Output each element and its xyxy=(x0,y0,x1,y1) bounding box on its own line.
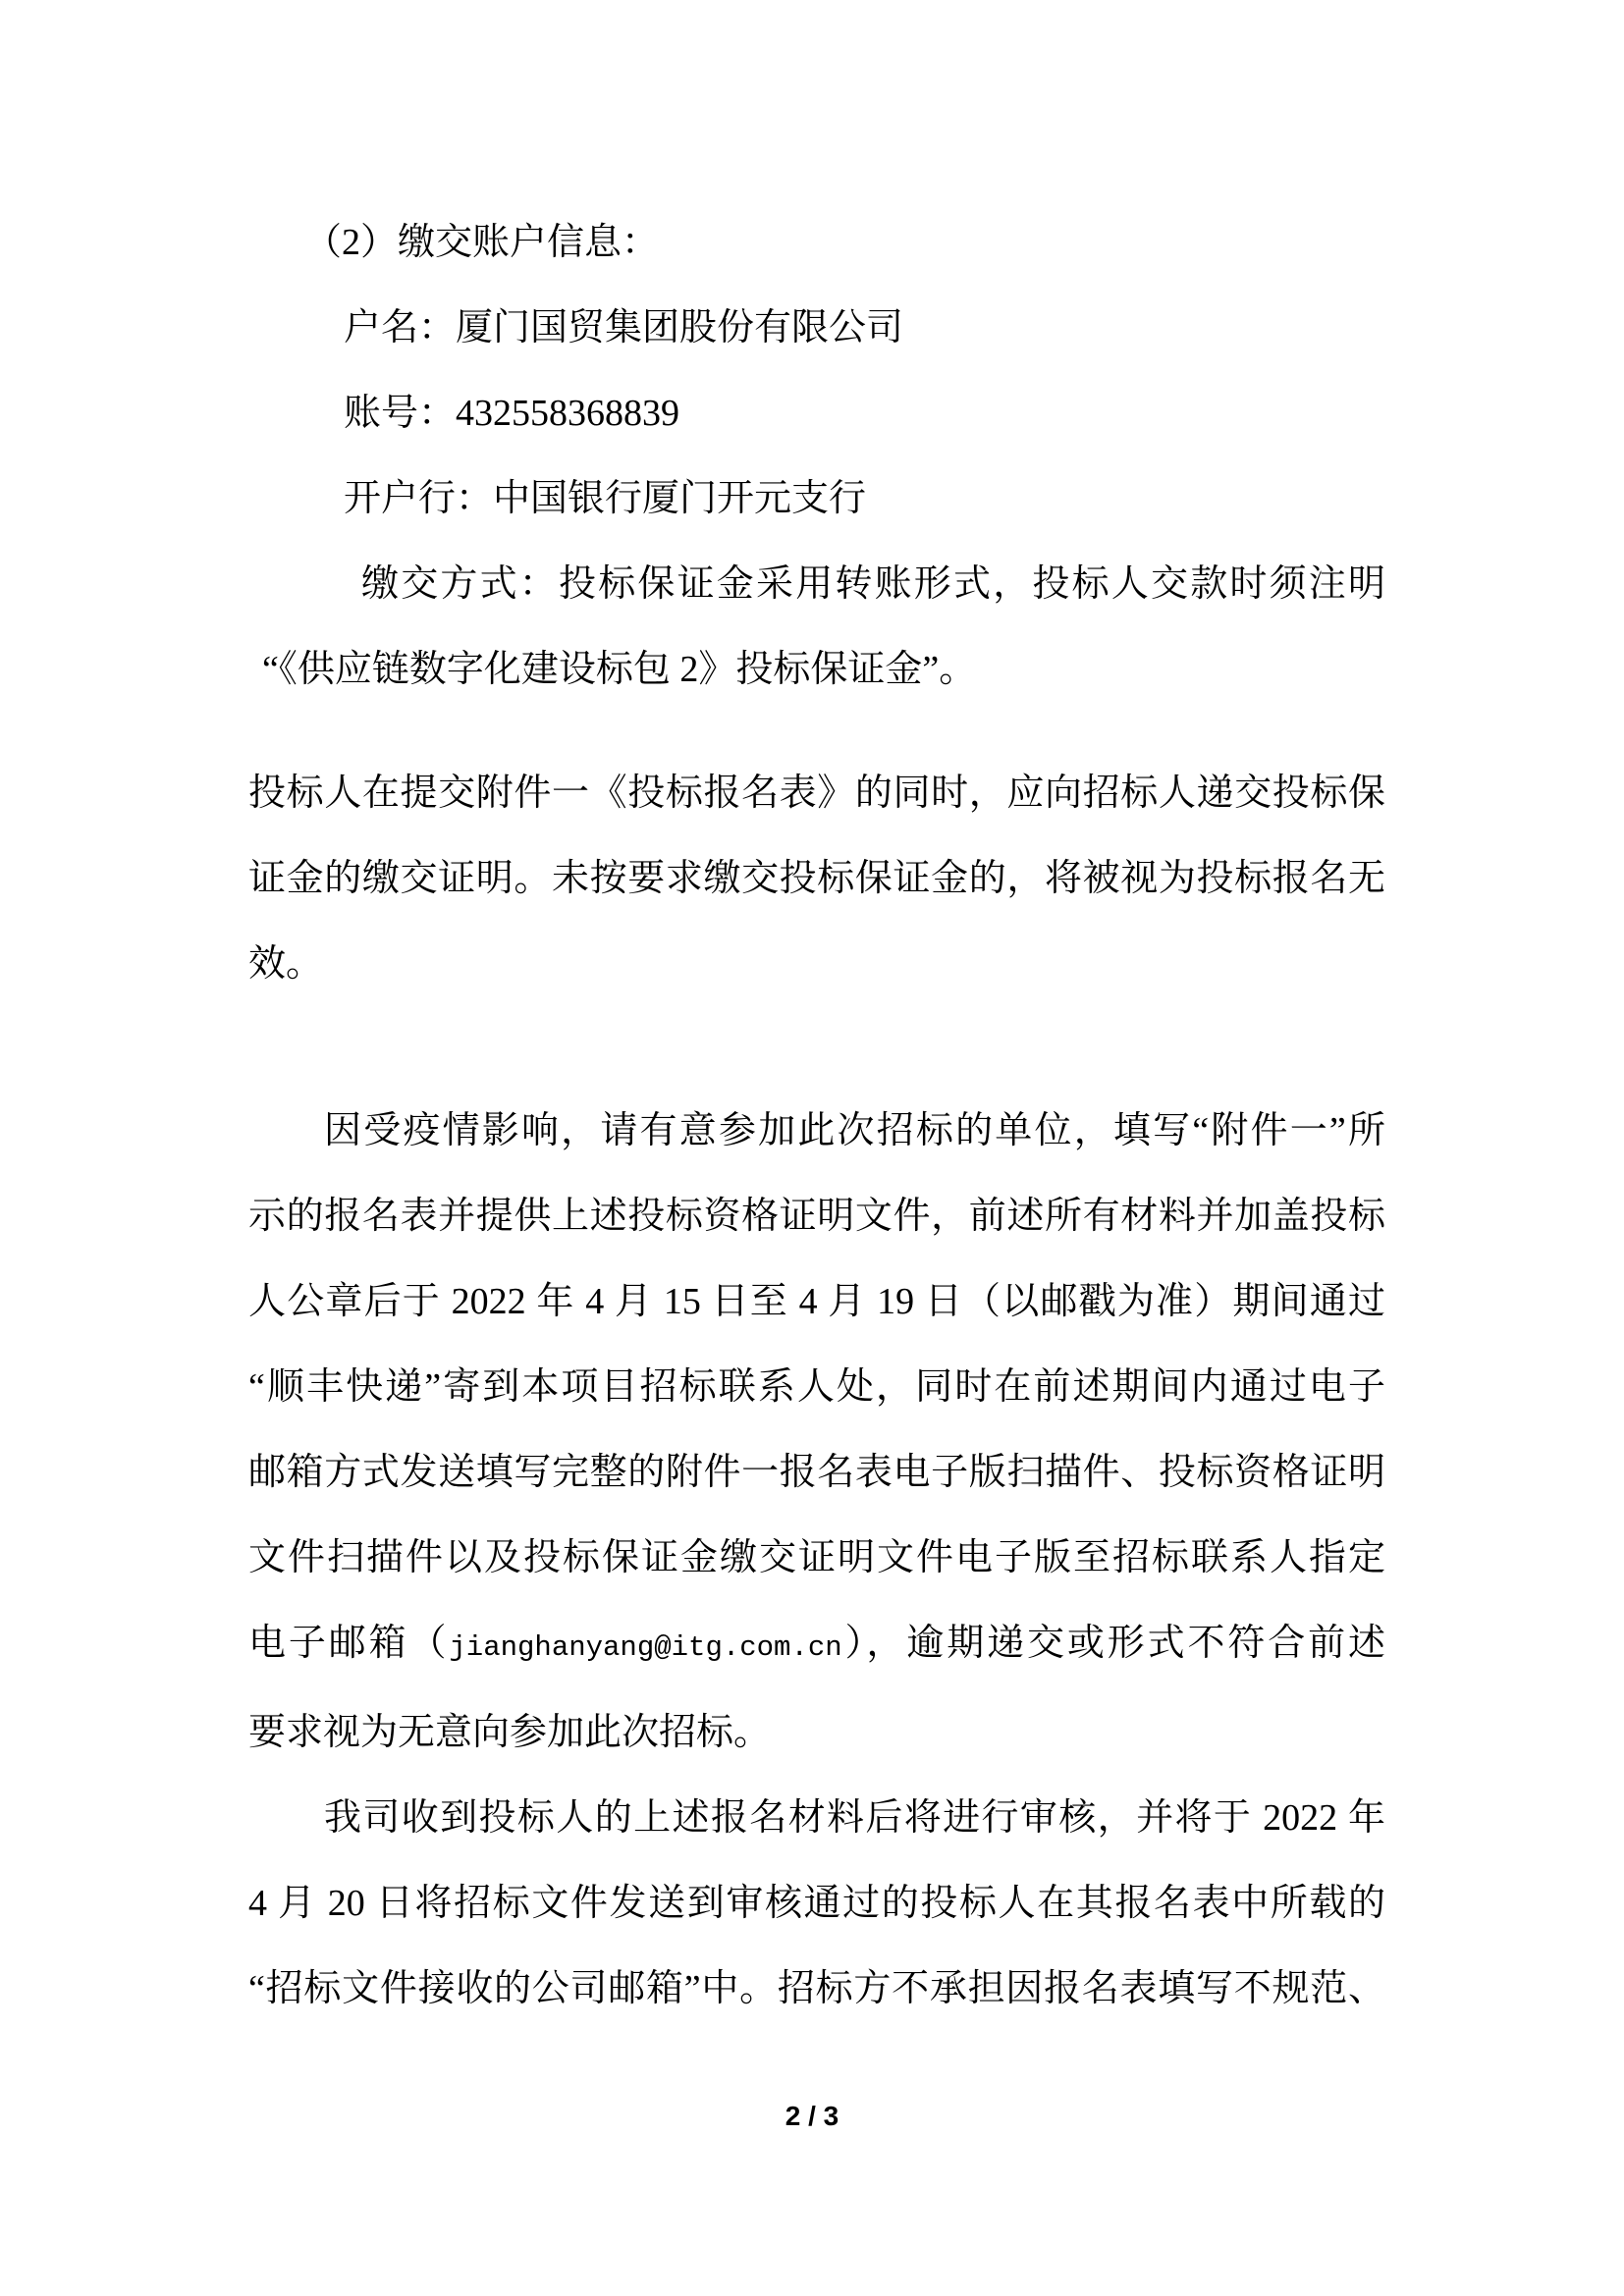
review-notice-line-2: 4 月 20 日将招标文件发送到审核通过的投标人在其报名表中所载的 xyxy=(248,1883,1385,1924)
page-number: 2 / 3 xyxy=(785,2101,839,2131)
email-line-suffix: ），逾期递交或形式不符合前述 xyxy=(841,1623,1385,1664)
covid-notice-line-4: “顺丰快递”寄到本项目招标联系人处，同时在前述期间内通过电子 xyxy=(248,1366,1385,1408)
payment-method-line-1: 缴交方式：投标保证金采用转账形式，投标人交款时须注明 xyxy=(361,563,1385,605)
covid-notice-line-5: 邮箱方式发送填写完整的附件一报名表电子版扫描件、投标资格证明 xyxy=(248,1452,1385,1493)
deposit-notice-line-3: 效。 xyxy=(248,943,324,985)
payment-method-line-2: “《供应链数字化建设标包 2》投标保证金”。 xyxy=(262,649,977,690)
covid-notice-line-8: 要求视为无意向参加此次招标。 xyxy=(248,1712,772,1753)
deposit-notice-line-1: 投标人在提交附件一《投标报名表》的同时，应向招标人递交投标保 xyxy=(248,773,1385,814)
covid-notice-line-7 xyxy=(248,1601,1385,1690)
document-body xyxy=(248,0,1385,2032)
account-info-heading: （2）缴交账户信息： xyxy=(304,222,660,263)
account-number-line: 账号：432558368839 xyxy=(344,393,680,434)
email-line-prefix: 电子邮箱（ xyxy=(248,1623,450,1664)
covid-notice-line-6: 文件扫描件以及投标保证金缴交证明文件电子版至招标联系人指定 xyxy=(248,1537,1385,1578)
review-notice-line-3: “招标文件接收的公司邮箱”中。招标方不承担因报名表填写不规范、 xyxy=(248,1968,1385,2009)
review-notice-line-1: 我司收到投标人的上述报名材料后将进行审核，并将于 2022 年 xyxy=(324,1797,1385,1839)
bank-branch-line: 开户行：中国银行厦门开元支行 xyxy=(344,478,867,519)
covid-notice-line-2: 示的报名表并提供上述投标资格证明文件，前述所有材料并加盖投标 xyxy=(248,1196,1385,1237)
covid-notice-line-1: 因受疫情影响，请有意参加此次招标的单位，填写“附件一”所 xyxy=(324,1110,1385,1151)
email-address: jianghanyang@itg.com.cn xyxy=(449,1631,842,1664)
deposit-notice-line-2: 证金的缴交证明。未按要求缴交投标保证金的，将被视为投标报名无 xyxy=(248,858,1385,899)
covid-notice-line-3: 人公章后于 2022 年 4 月 15 日至 4 月 19 日（以邮戳为准）期间通过 xyxy=(248,1281,1385,1322)
account-holder-line: 户名：厦门国贸集团股份有限公司 xyxy=(344,307,904,348)
